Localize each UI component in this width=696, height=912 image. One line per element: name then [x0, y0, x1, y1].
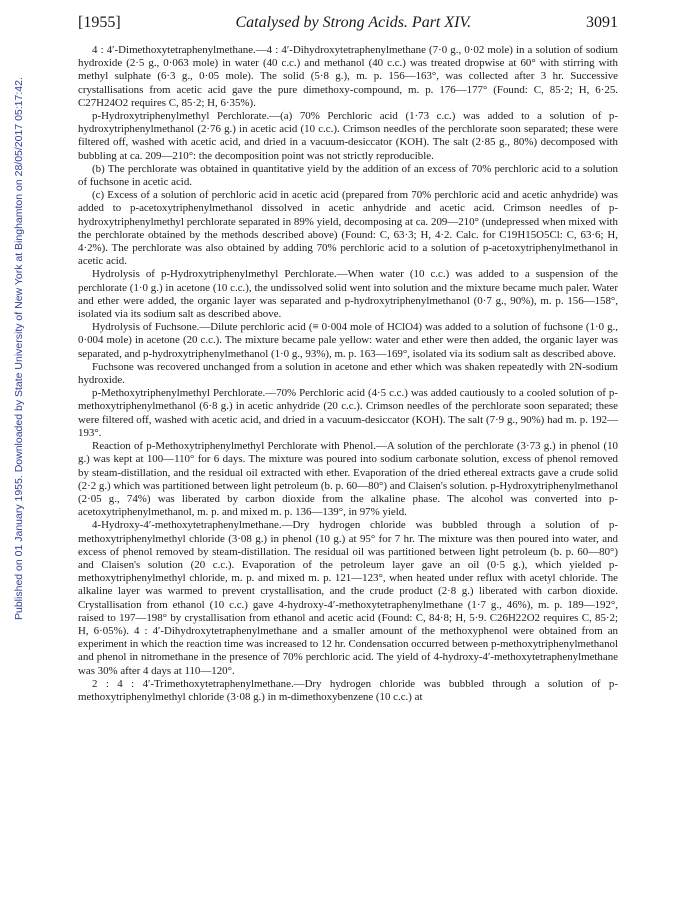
paragraph-perchlorate-b: (b) The perchlorate was obtained in quantitative yield by the addition of an excess of 70% perchloric acid to a solution of fuchsone in acetic acid. — [78, 162, 618, 189]
paragraph-methoxytriphenylmethyl-perchlorate: p-Methoxytriphenylmethyl Perchlorate.—70% Perchloric acid (4·5 c.c.) was added cautiously to a cooled solution of p-methoxytriphenylmethanol (6·8 g.) in acetic anhydride (20 c.c.). Crimson needles of the perchlorate soon separated; these were filtered off, washed with acetic acid, and dried in a vacuum-desiccator (KOH). The salt (7·9 g., 90%) had m. p. 192—193°. — [78, 387, 618, 439]
article-body — [78, 44, 618, 704]
paragraph-hydroxytriphenylmethyl-perchlorate-a: p-Hydroxytriphenylmethyl Perchlorate.—(a) 70% Perchloric acid (1·73 c.c.) was added to a solution of p-hydroxytriphenylmethanol (2·76 g.) in acetic acid (10 c.c.). Crimson needles of the perchlorate soon separated; these were filtered off, washed with acetic acid, and dried in a vacuum-desiccator (KOH). The salt (2·85 g., 80%) decomposed with bubbling at ca. 209—210°: the decomposition point was not strictly reproducible. — [78, 110, 618, 162]
paragraph-trimethoxytetraphenylmethane: 2 : 4 : 4′-Trimethoxytetraphenylmethane.—Dry hydrogen chloride was bubbled through a solution of p-methoxytriphenylmethyl chloride (3·08 g.) in m-dimethoxybenzene (10 c.c.) at — [78, 677, 618, 703]
paragraph-hydrolysis-perchlorate: Hydrolysis of p-Hydroxytriphenylmethyl Perchlorate.—When water (10 c.c.) was added to a suspension of the perchlorate (1·0 g.) in acetone (10 c.c.), the undissolved solid went into solution and the mixture became much paler. Water and ether were added, the organic layer was separated and p-hydroxytriphenylmethanol (0·7 g., 90%), m. p. 156—158°, isolated via its sodium salt as described above. — [78, 268, 618, 321]
download-stamp-text: Published on 01 January 1955. Downloaded by State University of New York at Binghamton on 28/05/2017 05:17:42. — [13, 77, 25, 620]
paragraph-fuchsone-recovered: Fuchsone was recovered unchanged from a solution in acetone and ether which was shaken repeatedly with 2N-sodium hydroxide. — [78, 360, 618, 387]
header-year: [1955] — [78, 14, 121, 31]
header-page-number: 3091 — [586, 14, 618, 31]
download-stamp — [6, 60, 25, 620]
paragraph-reaction-with-phenol: Reaction of p-Methoxytriphenylmethyl Perchlorate with Phenol.—A solution of the perchlorate (3·73 g.) in phenol (10 g.) was kept at 100—110° for 6 days. The mixture was poured into sodium carbonate solution, excess of phenol removed by steam-distillation, and the residual oil extracted with ether. Evaporation of the dried ethereal extracts gave a crude solid (2·2 g.) which was partitioned between light petroleum (b. p. 60—80°) and Claisen's solution. p-Hydroxytriphenylmethanol (2·05 g., 74%) was liberated by carbon dioxide from the alkaline phase. The alcohol was converted into p-acetoxytriphenylmethanol, m. p. and mixed m. p. 136—139°, in 97% yield. — [78, 440, 618, 519]
paragraph-perchlorate-c: (c) Excess of a solution of perchloric acid in acetic acid (prepared from 70% perchloric acid and acetic anhydride) was added to p-acetoxytriphenylmethanol dissolved in acetic anhydride and acetic acid. Crimson needles of p-hydroxytriphenylmethyl perchlorate separated in 89% yield, decomposing at ca. 209—210° (undepressed when mixed with the perchlorate obtained by the methods described above) (Found: C, 63·3; H, 4·2. Calc. for C19H15O5Cl: C, 63·6; H, 4·2%). The perchlorate was also obtained by adding 70% perchloric acid to a solution of p-acetoxytriphenylmethanol in acetic acid. — [78, 189, 618, 268]
paragraph-hydroxy-methoxytetraphenylmethane: 4-Hydroxy-4′-methoxytetraphenylmethane.—Dry hydrogen chloride was bubbled through a solution of p-methoxytriphenylmethyl chloride (3·08 g.) in phenol (10 g.) at 95° for 7 hr. The mixture was then poured into water, and excess of phenol removed by steam-distillation. The residual oil was partitioned between light petroleum (b. p. 60—80°) and Claisen's solution (20 c.c.). Evaporation of the petroleum layer gave an oil (0·5 g.), which yielded p-methoxytriphenylmethyl chloride, m. p. and mixed m. p. 121—123°, when heated under reflux with acetyl chloride. The alkaline layer was warmed to prevent crystallisation, and the crude product (2·8 g.) liberated with carbon dioxide. Crystallisation from ethanol (10 c.c.) gave 4-hydroxy-4′-methoxytetraphenylmethane (1·7 g., 46%), m. p. 189—192°, raised to 197—198° by crystallisation from ethanol and acetic acid (Found: C, 84·8; H, 5·9. C26H22O2 requires C, 85·2; H, 6·05%). 4 : 4′-Dihydroxytetraphenylmethane and a smaller amount of the methoxyphenol were obtained from an experiment in which the reaction time was increased to 12 hr. Condensation occurred between p-methoxytriphenylmethanol and phenol in nitromethane in the presence of 70% perchloric acid. The yield of 4-hydroxy-4′-methoxytetraphenylmethane was 30% after 4 days at 110—120°. — [78, 519, 618, 677]
paragraph-hydrolysis-fuchsone: Hydrolysis of Fuchsone.—Dilute perchloric acid (≡ 0·004 mole of HClO4) was added to a solution of fuchsone (1·0 g., 0·004 mole) in acetone (20 c.c.). The mixture became pale yellow: water and ether were then added, the organic layer was separated, and p-hydroxytriphenylmethanol (1·0 g., 93%), m. p. 163—169°, isolated via its sodium salt as described above. — [78, 321, 618, 360]
page-header — [78, 14, 618, 34]
header-title: Catalysed by Strong Acids. Part XIV. — [235, 14, 472, 31]
paragraph-dimethoxy: 4 : 4′-Dimethoxytetraphenylmethane.—4 : 4′-Dihydroxytetraphenylmethane (7·0 g., 0·02 mole) in a solution of sodium hydroxide (2·5 g., 0·063 mole) in water (40 c.c.) and methanol (40 c.c.) was treated dropwise at 60° with stirring with methyl sulphate (6·3 g., 0·05 mole). The solid (5·8 g.), m. p. 156—163°, was collected after 3 hr. Successive crystallisations from acetic acid gave the pure dimethoxy-compound, m. p. 176—177° (Found: C, 85·2; H, 6·25. C27H24O2 requires C, 85·2; H, 6·35%). — [78, 44, 618, 109]
